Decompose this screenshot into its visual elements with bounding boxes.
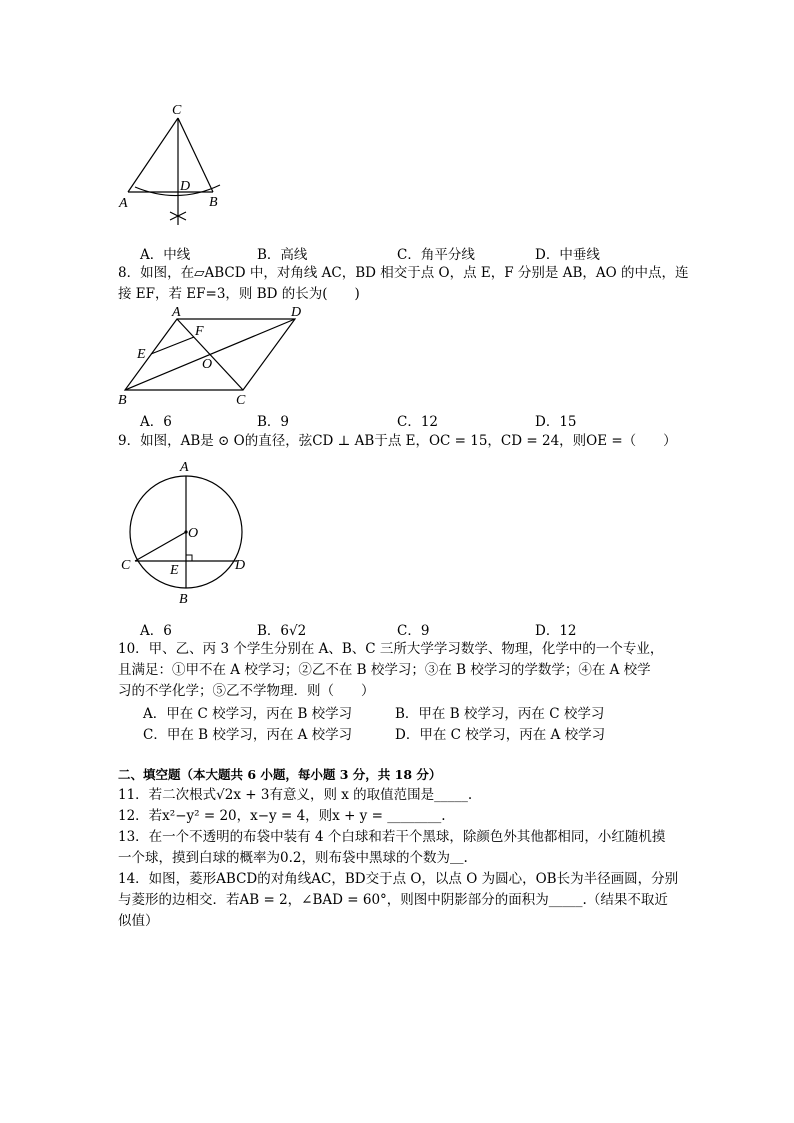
q10-line-1: 10．甲、乙、丙 3 个学生分别在 A、B、C 三所大学学习数学、物理，化学中的一个专业， bbox=[118, 641, 664, 657]
q9-line-1: 9．如图，AB是 ⊙ O的直径，弦CD ⊥ AB于点 E，OC = 15，CD = 24，则OE =（ ） bbox=[118, 433, 677, 449]
q8-line-1: 8．如图，在▱ABCD 中，对角线 AC，BD 相交于点 O，点 E，F 分别是 AB，AO 的中点，连 bbox=[118, 265, 689, 281]
parallelogram-figure bbox=[115, 303, 315, 408]
label-C: C bbox=[172, 103, 182, 118]
q7-option-c: C．角平分线 bbox=[397, 247, 475, 263]
q10-option-c: C．甲在 B 校学习，丙在 A 校学习 bbox=[143, 727, 353, 743]
label-O: O bbox=[202, 357, 213, 372]
label-E: E bbox=[137, 347, 146, 362]
q7-option-d: D．中垂线 bbox=[535, 247, 600, 263]
label-F: F bbox=[195, 324, 204, 339]
q8-option-d: D．15 bbox=[535, 414, 577, 430]
q9-option-d: D．12 bbox=[535, 623, 577, 639]
triangle-figure bbox=[115, 100, 235, 230]
q9-option-c: C．9 bbox=[397, 623, 430, 639]
section-2-title: 二、填空题（本大题共 6 小题，每小题 3 分，共 18 分） bbox=[118, 767, 442, 782]
q10-option-a: A．甲在 C 校学习，丙在 B 校学习 bbox=[143, 706, 353, 722]
q12-line-1: 12．若x²−y² = 20，x−y = 4，则x + y = ________. bbox=[118, 808, 446, 824]
label-D: D bbox=[180, 179, 191, 194]
q14-line-1: 14．如图，菱形ABCD的对角线AC，BD交于点 O，以点 O 为圆心，OB长为半径画圆，分别 bbox=[118, 871, 679, 887]
label-A: A bbox=[180, 460, 189, 475]
label-B: B bbox=[179, 592, 188, 607]
q10-line-3: 习的不学化学；⑤乙不学物理．则（ ） bbox=[118, 683, 375, 699]
label-D: D bbox=[235, 558, 246, 573]
q8-option-b: B．9 bbox=[257, 414, 290, 430]
q11-line-1: 11．若二次根式√2x + 3有意义，则 x 的取值范围是_____. bbox=[118, 787, 473, 803]
q8-option-c: C．12 bbox=[397, 414, 439, 430]
label-C: C bbox=[121, 558, 131, 573]
q9-option-a: A．6 bbox=[140, 623, 172, 639]
q10-option-d: D．甲在 C 校学习，丙在 A 校学习 bbox=[395, 727, 606, 743]
q7-option-b: B．高线 bbox=[257, 247, 308, 263]
label-D: D bbox=[291, 305, 302, 320]
q8-line-2: 接 EF，若 EF=3，则 BD 的长为( ) bbox=[118, 286, 360, 302]
q13-line-2: 一个球，摸到白球的概率为0.2，则布袋中黑球的个数为＿. bbox=[118, 850, 468, 866]
q13-line-1: 13．在一个不透明的布袋中装有 4 个白球和若干个黑球，除颜色外其他都相同，小红随机摸 bbox=[118, 829, 666, 845]
q8-option-a: A．6 bbox=[140, 414, 172, 430]
label-B: B bbox=[209, 195, 218, 210]
q14-line-3: 似值） bbox=[118, 913, 159, 929]
label-A: A bbox=[119, 196, 128, 211]
q9-option-b: B．6√2 bbox=[257, 623, 307, 639]
q10-option-b: B．甲在 B 校学习，丙在 C 校学习 bbox=[395, 706, 605, 722]
label-B: B bbox=[118, 393, 127, 408]
q7-option-a: A．中线 bbox=[140, 247, 191, 263]
q14-line-2: 与菱形的边相交．若AB = 2，∠BAD = 60°，则图中阴影部分的面积为_____.（结果不取近 bbox=[118, 892, 668, 908]
label-E: E bbox=[170, 563, 179, 578]
label-C: C bbox=[236, 393, 246, 408]
label-O: O bbox=[188, 526, 199, 541]
label-A: A bbox=[172, 305, 181, 320]
circle-figure bbox=[115, 455, 260, 610]
q10-line-2: 且满足：①甲不在 A 校学习；②乙不在 B 校学习；③在 B 校学习的学数学；④在 A 校学 bbox=[118, 662, 651, 678]
